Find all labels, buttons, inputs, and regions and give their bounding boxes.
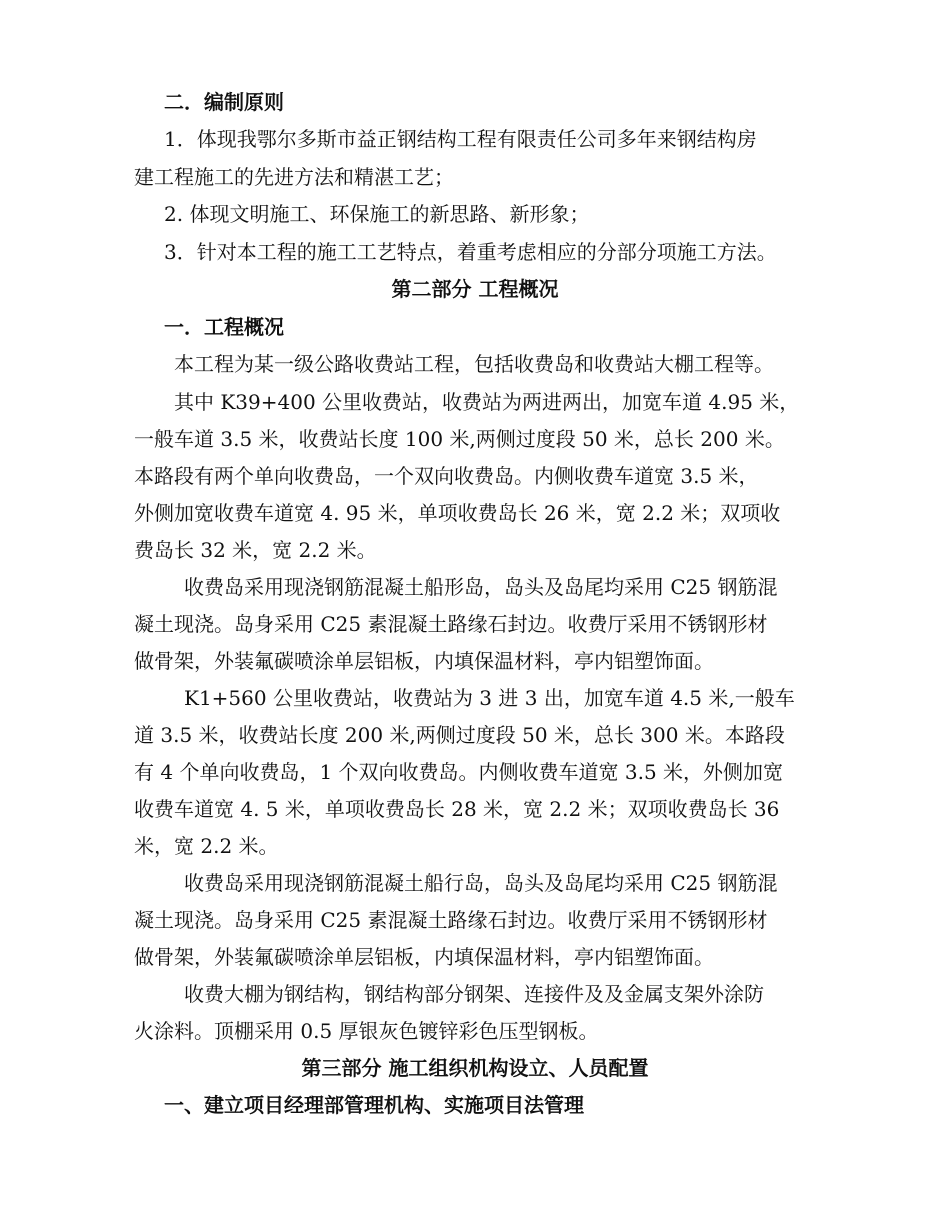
k39-paragraph-line-5: 费岛长 32 米，宽 2.2 米。 <box>134 538 377 562</box>
k39-paragraph-line-4: 外侧加宽收费车道宽 4. 95 米，单项收费岛长 26 米，宽 2.2 米；双项收 <box>134 501 781 525</box>
island-paragraph-1-line-2: 凝土现浇。岛身采用 C25 素混凝土路缘石封边。收费厅采用不锈钢形材 <box>134 612 768 636</box>
part-three-title: 第三部分 施工组织机构设立、人员配置 <box>301 1056 649 1080</box>
canopy-paragraph-line-2: 火涂料。顶棚采用 0.5 厚银灰色镀锌彩色压型钢板。 <box>134 1019 599 1043</box>
island-paragraph-2-line-2: 凝土现浇。岛身采用 C25 素混凝土路缘石封边。收费厅采用不锈钢形材 <box>134 908 768 932</box>
island-paragraph-2-line-3: 做骨架，外装氟碳喷涂单层铝板，内填保温材料，亭内铝塑饰面。 <box>134 945 714 969</box>
principle-3: 3．针对本工程的施工工艺特点，着重考虑相应的分部分项施工方法。 <box>164 240 777 264</box>
overview-intro: 本工程为某一级公路收费站工程，包括收费岛和收费站大棚工程等。 <box>174 352 774 376</box>
principle-2: 2. 体现文明施工、环保施工的新思路、新形象； <box>164 202 590 226</box>
island-paragraph-1-line-1: 收费岛采用现浇钢筋混凝土船形岛，岛头及岛尾均采用 C25 钢筋混 <box>184 575 778 599</box>
section-heading-management: 一、建立项目经理部管理机构、实施项目法管理 <box>164 1093 584 1117</box>
island-paragraph-2-line-1: 收费岛采用现浇钢筋混凝土船行岛，岛头及岛尾均采用 C25 钢筋混 <box>184 871 778 895</box>
k1-paragraph-line-1: K1+560 公里收费站，收费站为 3 进 3 出，加宽车道 4.5 米,一般车 <box>184 686 795 710</box>
k39-paragraph-line-1: 其中 K39+400 公里收费站，收费站为两进两出，加宽车道 4.95 米， <box>174 390 800 414</box>
part-two-title: 第二部分 工程概况 <box>391 277 559 301</box>
section-heading-principles: 二．编制原则 <box>164 90 284 114</box>
section-heading-overview: 一．工程概况 <box>164 315 284 339</box>
k1-paragraph-line-4: 收费车道宽 4. 5 米，单项收费岛长 28 米，宽 2.2 米；双项收费岛长 36 <box>134 797 780 821</box>
principle-1-line-2: 建工程施工的先进方法和精湛工艺； <box>134 165 454 189</box>
k1-paragraph-line-3: 有 4 个单向收费岛，1 个双向收费岛。内侧收费车道宽 3.5 米，外侧加宽 <box>134 760 784 784</box>
k39-paragraph-line-2: 一般车道 3.5 米，收费站长度 100 米,两侧过度段 50 米，总长 200 米。 <box>134 427 785 451</box>
principle-1-line-1: 1．体现我鄂尔多斯市益正钢结构工程有限责任公司多年来钢结构房 <box>164 127 757 151</box>
island-paragraph-1-line-3: 做骨架，外装氟碳喷涂单层铝板，内填保温材料，亭内铝塑饰面。 <box>134 649 714 673</box>
k1-paragraph-line-5: 米，宽 2.2 米。 <box>134 834 279 858</box>
k1-paragraph-line-2: 道 3.5 米，收费站长度 200 米,两侧过度段 50 米，总长 300 米。本路段 <box>134 723 785 747</box>
canopy-paragraph-line-1: 收费大棚为钢结构，钢结构部分钢架、连接件及及金属支架外涂防 <box>184 982 764 1006</box>
k39-paragraph-line-3: 本路段有两个单向收费岛，一个双向收费岛。内侧收费车道宽 3.5 米， <box>134 464 759 488</box>
